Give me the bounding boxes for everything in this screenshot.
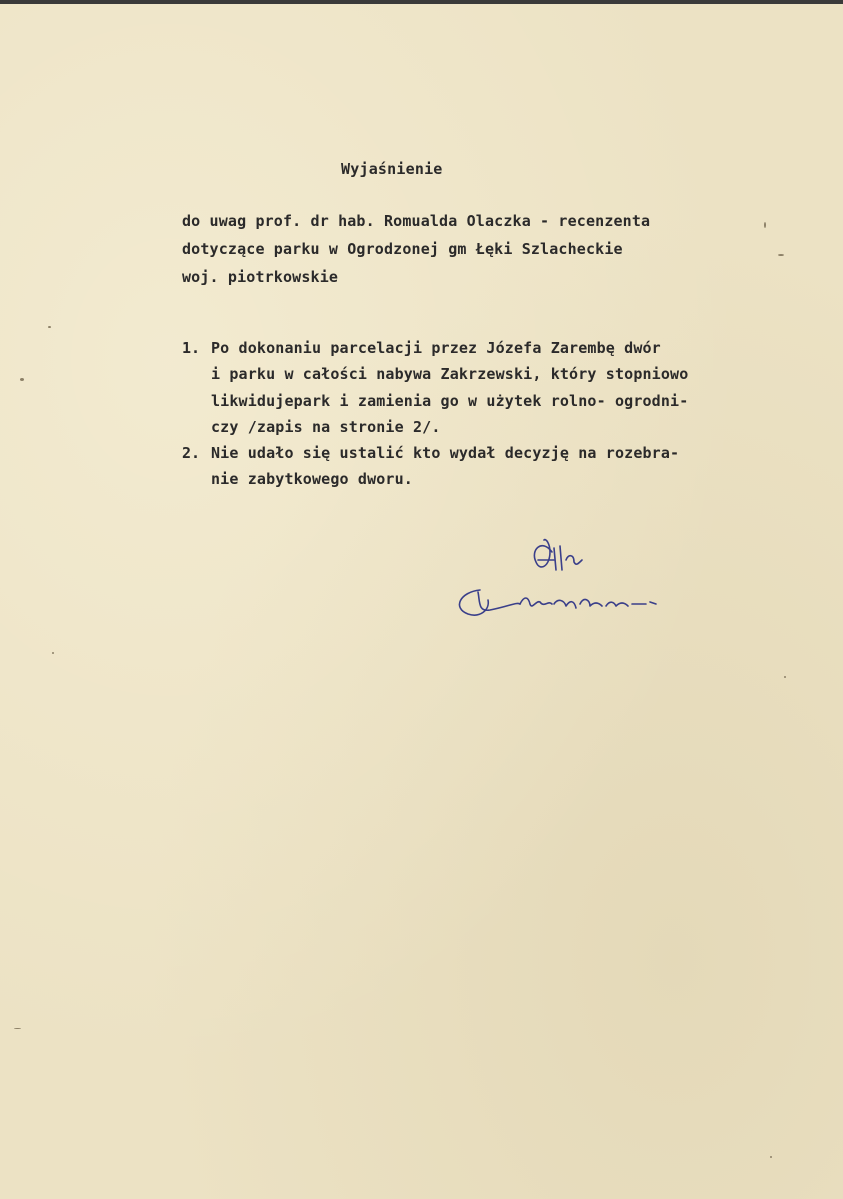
item-1-number: 1.	[182, 339, 201, 357]
paper-speck	[14, 1028, 21, 1029]
paper-speck	[784, 676, 786, 678]
paper-speck	[770, 1156, 772, 1158]
paper-speck	[778, 254, 784, 256]
paper-speck	[764, 222, 766, 228]
item-1-line-4: czy /zapis na stronie 2/.	[211, 418, 441, 436]
paper-speck	[48, 326, 51, 328]
intro-line-1: do uwag prof. dr hab. Romualda Olaczka - recenzenta	[182, 212, 651, 230]
paper-speck	[52, 652, 54, 654]
item-1-line-3: likwidujepark i zamienia go w użytek rolno- ogrodni-	[211, 392, 689, 410]
item-1-line-1: Po dokonaniu parcelacji przez Józefa Zarembę dwór	[211, 339, 661, 357]
item-2-line-1: Nie udało się ustalić kto wydał decyzję na rozebra-	[211, 444, 680, 462]
handwritten-signature	[450, 530, 680, 630]
item-2-number: 2.	[182, 444, 201, 462]
paper-speck	[20, 378, 24, 381]
intro-line-2: dotyczące parku w Ogrodzonej gm Łęki Szlacheckie	[182, 240, 623, 258]
scan-top-edge	[0, 0, 843, 4]
item-2-line-2: nie zabytkowego dworu.	[211, 470, 413, 488]
intro-line-3: woj. piotrkowskie	[182, 268, 339, 286]
item-1-line-2: i parku w całości nabywa Zakrzewski, który stopniowo	[211, 365, 689, 383]
document-title: Wyjaśnienie	[341, 160, 443, 178]
